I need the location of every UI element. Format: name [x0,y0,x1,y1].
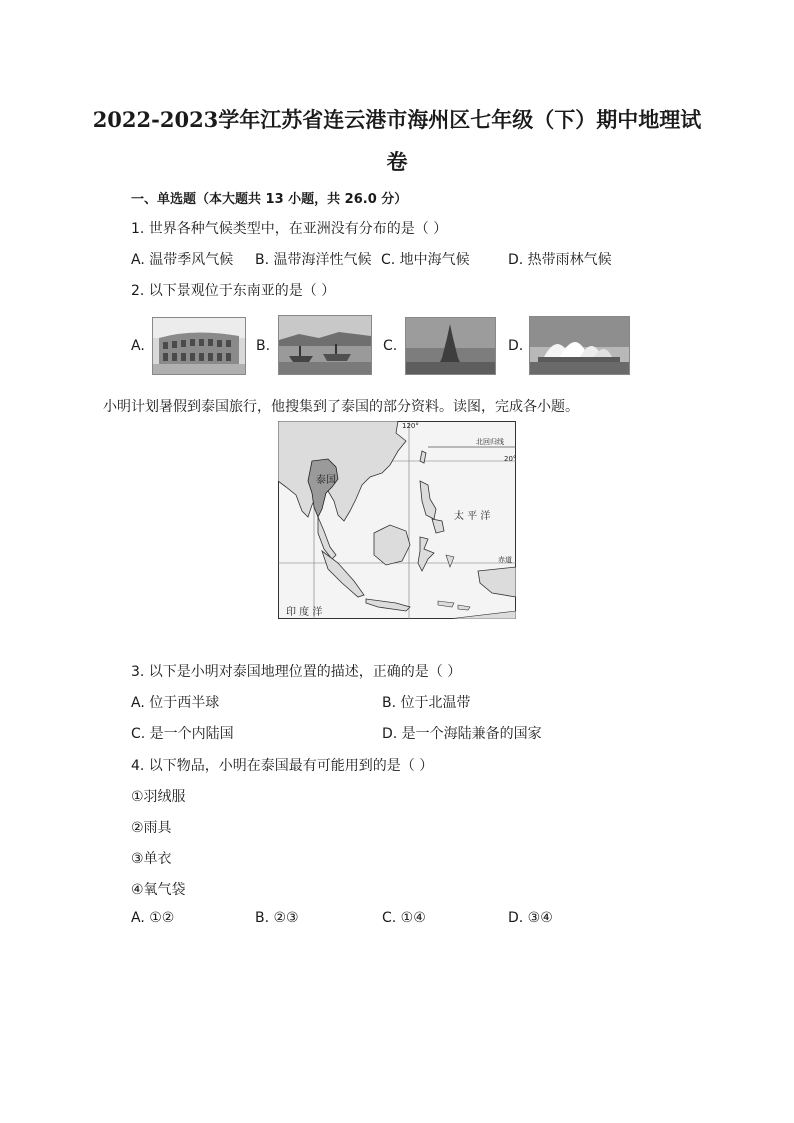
question-4-item-4: ④氧气袋 [131,882,186,898]
map-label-pacific: 太 平 洋 [454,511,491,522]
map-label-indian: 印 度 洋 [286,607,323,618]
question-2-label-a: A. [131,338,145,354]
question-1-option-a: A. 温带季风气候 [131,252,234,268]
question-2-label-d: D. [508,338,524,354]
question-3-option-d: D. 是一个海陆兼备的国家 [382,726,542,742]
question-3-option-b: B. 位于北温带 [382,695,471,711]
question-4-stem: 4. 以下物品，小明在泰国最有可能用到的是（ ） [131,758,434,774]
section-heading: 一、单选题（本大题共 13 小题，共 26.0 分） [131,192,408,207]
opera-house-photo [529,316,630,375]
question-2-stem: 2. 以下景观位于东南亚的是（ ） [131,283,336,299]
map-label-longitude: 120° [402,422,419,430]
page-title-continued: 卷 [386,149,408,174]
question-3-option-c: C. 是一个内陆国 [131,726,234,742]
question-2-label-c: C. [383,338,398,354]
southeast-asia-map [278,421,516,619]
question-3-option-a: A. 位于西半球 [131,695,220,711]
question-1-option-d: D. 热带雨林气候 [508,252,612,268]
question-4-option-d: D. ③④ [508,910,553,926]
question-1-option-b: B. 温带海洋性气候 [255,252,372,268]
page-title: 2022-2023学年江苏省连云港市海州区七年级（下）期中地理试 [92,107,702,132]
question-4-item-2: ②雨具 [131,820,172,836]
question-4-option-a: A. ①② [131,910,175,926]
map-label-thailand: 泰国 [316,475,336,486]
question-1-stem: 1. 世界各种气候类型中，在亚洲没有分布的是（ ） [131,221,448,237]
map-label-tropic: 北回归线 [476,438,504,446]
question-3-stem: 3. 以下是小明对泰国地理位置的描述，正确的是（ ） [131,664,462,680]
question-2-label-b: B. [256,338,271,354]
question-4-option-b: B. ②③ [255,910,299,926]
colosseum-photo [152,317,246,375]
question-4-item-3: ③单衣 [131,851,172,867]
question-1-option-c: C. 地中海气候 [381,252,470,268]
question-4-item-1: ①羽绒服 [131,789,186,805]
map-label-latitude: 20° [504,455,517,463]
question-4-option-c: C. ①④ [382,910,426,926]
passage-text: 小明计划暑假到泰国旅行，他搜集到了泰国的部分资料。读图，完成各小题。 [103,399,579,415]
boats-harbor-photo [278,315,372,375]
tower-photo [405,317,496,375]
map-label-equator: 赤道 [498,556,512,564]
